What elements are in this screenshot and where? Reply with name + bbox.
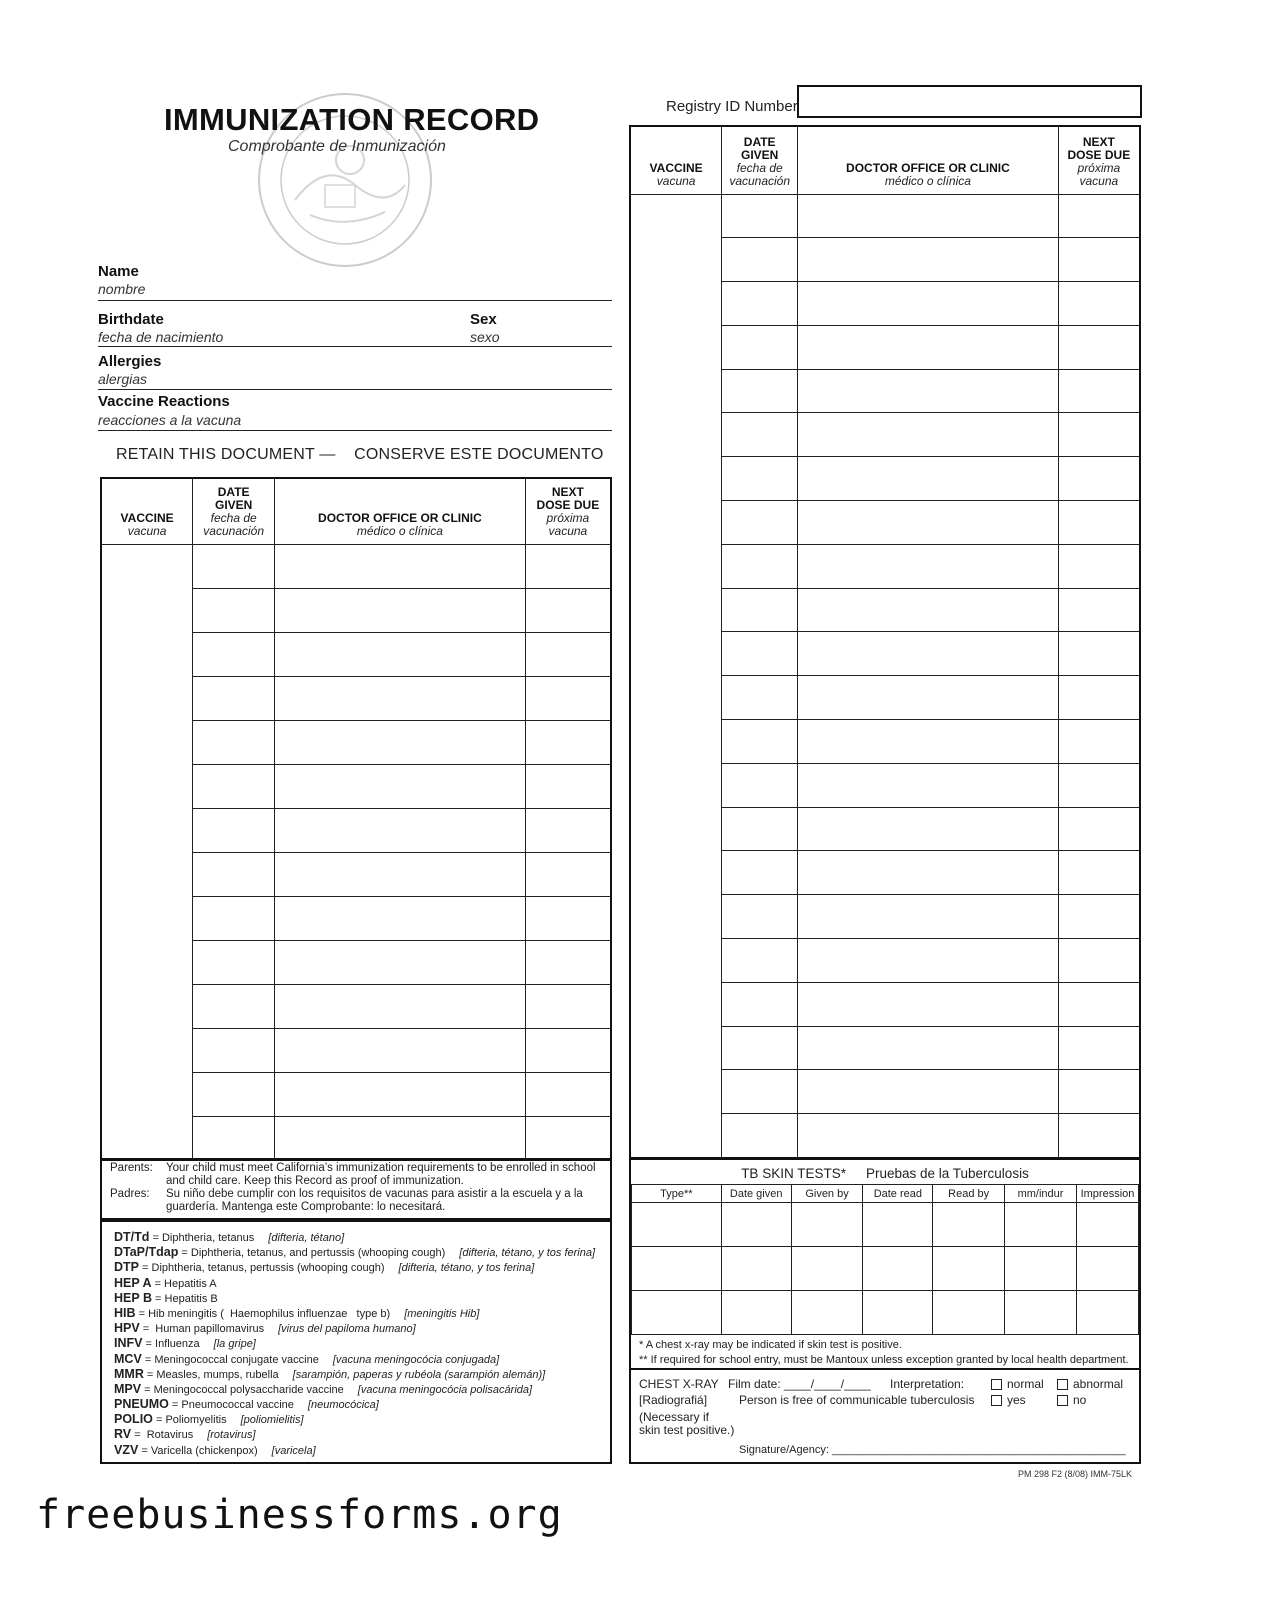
legend-item	[114, 1367, 610, 1382]
date-given-header: DATE GIVEN fecha de vacunación	[193, 478, 275, 544]
tb-notes: * A chest x-ray may be indicated if skin test is positive. ** If required for school entry, must be Mantoux unless exception granted by local health department.	[639, 1339, 1129, 1366]
tb-row	[632, 1291, 1139, 1335]
allergies-line[interactable]	[98, 389, 612, 390]
legend-item	[114, 1230, 610, 1245]
yes-checkbox[interactable]	[991, 1395, 1002, 1406]
tb-cell[interactable]	[933, 1247, 1005, 1291]
legend-desc: = Varicella (chickenpox)	[138, 1444, 258, 1457]
doctor-cell[interactable]	[798, 895, 1059, 939]
doctor-cell[interactable]	[798, 720, 1059, 764]
tb-cell[interactable]	[1005, 1291, 1077, 1335]
yes-label: yes	[1007, 1393, 1026, 1407]
legend-abbr: RV	[114, 1427, 132, 1442]
name-label-es: nombre	[98, 281, 146, 297]
doctor-cell[interactable]	[798, 763, 1059, 807]
tb-cell[interactable]	[791, 1247, 863, 1291]
next-dose-cell[interactable]	[525, 764, 611, 808]
date-given-cell[interactable]	[193, 852, 275, 896]
legend-es: [virus del papiloma humano]	[278, 1323, 416, 1336]
table-row	[101, 544, 611, 588]
tb-cell[interactable]	[1076, 1247, 1138, 1291]
birthdate-line[interactable]	[98, 346, 612, 347]
date-given-cell[interactable]	[722, 763, 798, 807]
next-dose-cell[interactable]	[525, 1072, 611, 1116]
date-given-cell[interactable]	[722, 632, 798, 676]
name-label: Name	[98, 263, 139, 280]
tb-cell[interactable]	[632, 1291, 722, 1335]
date-given-cell[interactable]	[722, 588, 798, 632]
legend-es: [sarampión, paperas y rubéola (sarampión alemán)]	[292, 1368, 546, 1381]
tb-cell[interactable]	[1005, 1247, 1077, 1291]
date-given-cell[interactable]	[193, 720, 275, 764]
next-dose-cell[interactable]	[1058, 501, 1140, 545]
legend-abbr: HIB	[114, 1305, 136, 1320]
parent-note	[100, 1158, 612, 1220]
next-dose-cell[interactable]	[1058, 413, 1140, 457]
legend-desc: = Diphtheria, tetanus, and pertussis (whooping cough)	[178, 1247, 446, 1260]
next-dose-cell[interactable]	[1058, 194, 1140, 238]
next-dose-cell[interactable]	[1058, 982, 1140, 1026]
next-dose-cell[interactable]	[1058, 851, 1140, 895]
date-given-cell[interactable]	[722, 1070, 798, 1114]
legend-abbr: DT/Td	[114, 1230, 150, 1244]
vaccine-header: VACCINE vacuna	[630, 126, 722, 194]
legend-abbr: DTP	[114, 1260, 139, 1275]
doctor-cell[interactable]	[275, 676, 526, 720]
legend-desc: = Poliomyelitis	[152, 1414, 227, 1427]
legend-abbr: DTaP/Tdap	[114, 1245, 179, 1260]
next-dose-cell[interactable]	[525, 852, 611, 896]
signature-field[interactable]: Signature/Agency: ________________________________________________	[739, 1444, 1126, 1456]
next-dose-cell[interactable]	[1058, 720, 1140, 764]
date-given-cell[interactable]	[722, 895, 798, 939]
legend-item	[114, 1352, 610, 1367]
doctor-cell[interactable]	[275, 940, 526, 984]
next-dose-cell[interactable]	[525, 808, 611, 852]
date-given-cell[interactable]	[722, 194, 798, 238]
next-dose-cell[interactable]	[1058, 895, 1140, 939]
page-subtitle: Comprobante de Inmunización	[228, 138, 446, 155]
date-given-cell[interactable]	[722, 982, 798, 1026]
next-dose-cell[interactable]	[1058, 369, 1140, 413]
left-vaccine-table	[100, 477, 612, 1161]
date-given-cell[interactable]	[193, 676, 275, 720]
doctor-cell[interactable]	[798, 501, 1059, 545]
right-vaccine-table	[629, 125, 1141, 1159]
reactions-label: Vaccine Reactions	[98, 393, 230, 410]
free-of-tb-label: Person is free of communicable tuberculosis	[739, 1393, 975, 1407]
doctor-cell[interactable]	[798, 982, 1059, 1026]
date-given-cell[interactable]	[722, 1114, 798, 1158]
date-given-cell[interactable]	[722, 939, 798, 983]
next-dose-cell[interactable]	[1058, 632, 1140, 676]
legend-desc: = Hib meningitis ( Haemophilus influenzae type b)	[135, 1307, 391, 1320]
tb-cell[interactable]	[721, 1291, 791, 1335]
xray-necessary: (Necessary if	[639, 1410, 710, 1424]
doctor-cell[interactable]	[275, 1116, 526, 1160]
next-dose-cell[interactable]	[1058, 588, 1140, 632]
legend-item	[114, 1412, 610, 1427]
vaccine-header: VACCINE vacuna	[101, 478, 193, 544]
next-dose-cell[interactable]	[525, 588, 611, 632]
doctor-cell[interactable]	[798, 939, 1059, 983]
doctor-cell[interactable]	[798, 1070, 1059, 1114]
next-dose-cell[interactable]	[1058, 282, 1140, 326]
xray-label: CHEST X-RAY	[639, 1377, 719, 1391]
date-given-cell[interactable]	[193, 764, 275, 808]
next-dose-cell[interactable]	[1058, 763, 1140, 807]
date-given-cell[interactable]	[193, 1072, 275, 1116]
doctor-cell[interactable]	[798, 194, 1059, 238]
legend-abbr: INFV	[114, 1336, 143, 1351]
tb-row	[632, 1203, 1139, 1247]
next-dose-header: NEXT DOSE DUE próxima vacuna	[1058, 126, 1140, 194]
legend-item	[114, 1291, 610, 1306]
legend-desc: = Meningococcal polysaccharide vaccine	[141, 1383, 344, 1396]
next-dose-cell[interactable]	[1058, 457, 1140, 501]
reactions-label-es: reacciones a la vacuna	[98, 412, 242, 428]
xray-necessary-2: skin test positive.)	[639, 1423, 735, 1437]
date-given-header: DATE GIVEN fecha de vacunación	[722, 126, 798, 194]
page-title: IMMUNIZATION RECORD	[164, 102, 540, 137]
date-given-cell[interactable]	[722, 325, 798, 369]
legend-abbr: MCV	[114, 1351, 142, 1366]
legend-item	[114, 1276, 610, 1291]
legend-es: [rotavirus]	[207, 1429, 256, 1442]
registry-label: Registry ID Number	[666, 98, 798, 115]
date-given-cell[interactable]	[193, 808, 275, 852]
doctor-cell[interactable]	[798, 544, 1059, 588]
doctor-cell[interactable]	[798, 851, 1059, 895]
tb-cell[interactable]	[1076, 1291, 1138, 1335]
legend-abbr: MPV	[114, 1381, 142, 1396]
tb-skin-test-section	[629, 1158, 1141, 1464]
retain-notice: RETAIN THIS DOCUMENT — CONSERVE ESTE DOCUMENTO	[116, 446, 604, 463]
tb-cell[interactable]	[632, 1247, 722, 1291]
next-dose-cell[interactable]	[1058, 1026, 1140, 1070]
doctor-cell[interactable]	[798, 588, 1059, 632]
legend-es: [poliomielitis]	[240, 1414, 304, 1427]
date-given-cell[interactable]	[722, 282, 798, 326]
doctor-cell[interactable]	[798, 632, 1059, 676]
legend-es: [varicela]	[271, 1444, 316, 1457]
legend-abbr: PNEUMO	[114, 1397, 169, 1412]
sex-label-es: sexo	[470, 329, 500, 345]
legend-desc: = Measles, mumps, rubella	[143, 1368, 279, 1381]
doctor-cell[interactable]	[275, 544, 526, 588]
vaccine-legend	[100, 1220, 612, 1464]
date-given-cell[interactable]	[722, 851, 798, 895]
doctor-cell[interactable]	[275, 588, 526, 632]
legend-desc: = Rotavirus	[131, 1429, 194, 1442]
next-dose-cell[interactable]	[525, 676, 611, 720]
legend-es: [difteria, tétano]	[268, 1232, 345, 1244]
legend-item	[114, 1382, 610, 1397]
tb-cell[interactable]	[863, 1247, 933, 1291]
film-date-field[interactable]: Film date: ____/____/____	[728, 1377, 871, 1391]
tb-cell[interactable]	[1005, 1203, 1077, 1247]
doctor-cell[interactable]	[798, 807, 1059, 851]
doctor-cell[interactable]	[275, 852, 526, 896]
doctor-cell[interactable]	[798, 369, 1059, 413]
legend-item	[114, 1306, 610, 1321]
doctor-cell[interactable]	[798, 1026, 1059, 1070]
tb-column-header: Date read	[863, 1185, 933, 1203]
date-given-cell[interactable]	[722, 501, 798, 545]
legend-item	[114, 1260, 610, 1275]
xray-divider	[631, 1368, 1139, 1370]
next-dose-header: NEXT DOSE DUE próxima vacuna	[525, 478, 611, 544]
birthdate-label-es: fecha de nacimiento	[98, 329, 224, 345]
parents-label: Parents:	[110, 1162, 153, 1174]
date-given-cell[interactable]	[193, 632, 275, 676]
doctor-cell[interactable]	[275, 808, 526, 852]
doctor-cell[interactable]	[275, 764, 526, 808]
doctor-cell[interactable]	[275, 896, 526, 940]
next-dose-cell[interactable]	[525, 720, 611, 764]
tb-cell[interactable]	[721, 1203, 791, 1247]
doctor-cell[interactable]	[798, 325, 1059, 369]
birthdate-label: Birthdate	[98, 311, 164, 328]
legend-es: [vacuna meningocócia conjugada]	[332, 1353, 500, 1366]
doctor-cell[interactable]	[275, 632, 526, 676]
normal-checkbox[interactable]	[991, 1379, 1002, 1390]
date-given-cell[interactable]	[722, 720, 798, 764]
legend-desc: = Hepatitis B	[151, 1292, 218, 1305]
tb-column-header: Given by	[791, 1185, 863, 1203]
next-dose-cell[interactable]	[1058, 676, 1140, 720]
date-given-cell[interactable]	[722, 807, 798, 851]
doctor-cell[interactable]	[275, 1028, 526, 1072]
date-given-cell[interactable]	[722, 413, 798, 457]
date-given-cell[interactable]	[193, 1116, 275, 1160]
doctor-cell[interactable]	[798, 676, 1059, 720]
legend-item	[114, 1336, 610, 1351]
tb-column-header: Type**	[632, 1185, 722, 1203]
date-given-cell[interactable]	[193, 984, 275, 1028]
date-given-cell[interactable]	[722, 676, 798, 720]
legend-es: [neumocócica]	[307, 1399, 379, 1412]
next-dose-cell[interactable]	[525, 544, 611, 588]
legend-es: [difteria, tétano, y tos ferina]	[459, 1247, 596, 1260]
padres-label: Padres:	[110, 1188, 150, 1200]
tb-title: TB SKIN TESTS* Pruebas de la Tuberculosis	[741, 1166, 1029, 1181]
legend-abbr: HEP B	[114, 1290, 152, 1305]
legend-desc: = Influenza	[142, 1338, 200, 1351]
tb-cell[interactable]	[721, 1247, 791, 1291]
legend-es: [meningitis Hib]	[404, 1307, 480, 1320]
date-given-cell[interactable]	[193, 588, 275, 632]
legend-item	[114, 1427, 610, 1442]
padres-text: Su niño debe cumplir con los requisitos de vacunas para asistir a la escuela y a la guardería. Mantenga este Comprobante: lo necesitará.	[166, 1188, 583, 1213]
tb-column-header: Date given	[721, 1185, 791, 1203]
legend-desc: = Diphtheria, tetanus, pertussis (whooping cough)	[139, 1262, 385, 1275]
legend-es: [difteria, tétano, y tos ferina]	[398, 1262, 535, 1275]
tb-cell[interactable]	[791, 1203, 863, 1247]
tb-cell[interactable]	[1076, 1203, 1138, 1247]
doctor-header: DOCTOR OFFICE OR CLINIC médico o clínica	[275, 478, 526, 544]
tb-cell[interactable]	[791, 1291, 863, 1335]
date-given-cell[interactable]	[193, 896, 275, 940]
abnormal-checkbox[interactable]	[1057, 1379, 1068, 1390]
tb-cell[interactable]	[933, 1291, 1005, 1335]
date-given-cell[interactable]	[722, 457, 798, 501]
legend-abbr: HPV	[114, 1321, 140, 1336]
no-checkbox[interactable]	[1057, 1395, 1068, 1406]
date-given-cell[interactable]	[193, 544, 275, 588]
tb-column-header: Impression	[1076, 1185, 1138, 1203]
normal-label: normal	[1007, 1377, 1044, 1391]
legend-abbr: MMR	[114, 1366, 144, 1381]
next-dose-cell[interactable]	[525, 896, 611, 940]
no-label: no	[1073, 1393, 1087, 1407]
next-dose-cell[interactable]	[1058, 807, 1140, 851]
legend-item	[114, 1321, 610, 1336]
next-dose-cell[interactable]	[1058, 544, 1140, 588]
legend-desc: = Diphtheria, tetanus	[149, 1232, 255, 1244]
doctor-cell[interactable]	[275, 984, 526, 1028]
date-given-cell[interactable]	[722, 1026, 798, 1070]
next-dose-cell[interactable]	[525, 1028, 611, 1072]
form-code: PM 298 F2 (8/08) IMM-75LK	[1018, 1469, 1133, 1479]
doctor-cell[interactable]	[798, 238, 1059, 282]
date-given-cell[interactable]	[722, 238, 798, 282]
doctor-cell[interactable]	[798, 1114, 1059, 1158]
date-given-cell[interactable]	[722, 544, 798, 588]
doctor-cell[interactable]	[275, 1072, 526, 1116]
interpretation-label: Interpretation:	[890, 1377, 965, 1391]
allergies-label-es: alergias	[98, 371, 148, 387]
tb-table	[631, 1184, 1139, 1335]
date-given-cell[interactable]	[722, 369, 798, 413]
legend-abbr: POLIO	[114, 1412, 153, 1427]
name-line[interactable]	[98, 300, 612, 301]
next-dose-cell[interactable]	[525, 940, 611, 984]
table-row	[630, 194, 1140, 238]
legend-item	[114, 1397, 610, 1412]
doctor-cell[interactable]	[798, 457, 1059, 501]
legend-item	[114, 1443, 610, 1458]
doctor-header: DOCTOR OFFICE OR CLINIC médico o clínica	[798, 126, 1059, 194]
next-dose-cell[interactable]	[525, 984, 611, 1028]
date-given-cell[interactable]	[193, 1028, 275, 1072]
parents-text: Your child must meet California’s immunization requirements to be enrolled in school and child care. Keep this Record as proof of immunization.	[166, 1162, 596, 1187]
legend-desc: = Hepatitis A	[151, 1277, 217, 1290]
next-dose-cell[interactable]	[1058, 939, 1140, 983]
legend-abbr: VZV	[114, 1442, 139, 1457]
legend-abbr: HEP A	[114, 1275, 152, 1290]
tb-row	[632, 1247, 1139, 1291]
sex-label: Sex	[470, 311, 497, 328]
vaccine-cell[interactable]	[101, 544, 193, 1160]
tb-column-header: mm/indur	[1005, 1185, 1077, 1203]
next-dose-cell[interactable]	[1058, 238, 1140, 282]
tb-cell[interactable]	[863, 1203, 933, 1247]
abnormal-label: abnormal	[1073, 1377, 1124, 1391]
legend-desc: = Human papillomavirus	[139, 1323, 265, 1336]
next-dose-cell[interactable]	[1058, 1070, 1140, 1114]
legend-desc: = Pneumococcal vaccine	[168, 1399, 294, 1412]
allergies-label: Allergies	[98, 353, 162, 370]
xray-label-es: [Radiografiá]	[639, 1393, 708, 1407]
tb-cell[interactable]	[863, 1291, 933, 1335]
legend-item	[114, 1245, 610, 1260]
registry-id-input[interactable]	[797, 85, 1142, 118]
doctor-cell[interactable]	[798, 413, 1059, 457]
legend-es: [la gripe]	[213, 1338, 256, 1351]
next-dose-cell[interactable]	[1058, 325, 1140, 369]
next-dose-cell[interactable]	[525, 632, 611, 676]
reactions-line[interactable]	[98, 430, 612, 431]
legend-es: [vacuna meningocócia polisacárida]	[357, 1383, 533, 1396]
doctor-cell[interactable]	[275, 720, 526, 764]
tb-column-header: Read by	[933, 1185, 1005, 1203]
legend-desc: = Meningococcal conjugate vaccine	[141, 1353, 319, 1366]
next-dose-cell[interactable]	[525, 1116, 611, 1160]
doctor-cell[interactable]	[798, 282, 1059, 326]
tb-cell[interactable]	[632, 1203, 722, 1247]
next-dose-cell[interactable]	[1058, 1114, 1140, 1158]
watermark-text: freebusinessforms.org	[36, 1492, 563, 1538]
date-given-cell[interactable]	[193, 940, 275, 984]
tb-cell[interactable]	[933, 1203, 1005, 1247]
vaccine-cell[interactable]	[630, 194, 722, 1158]
